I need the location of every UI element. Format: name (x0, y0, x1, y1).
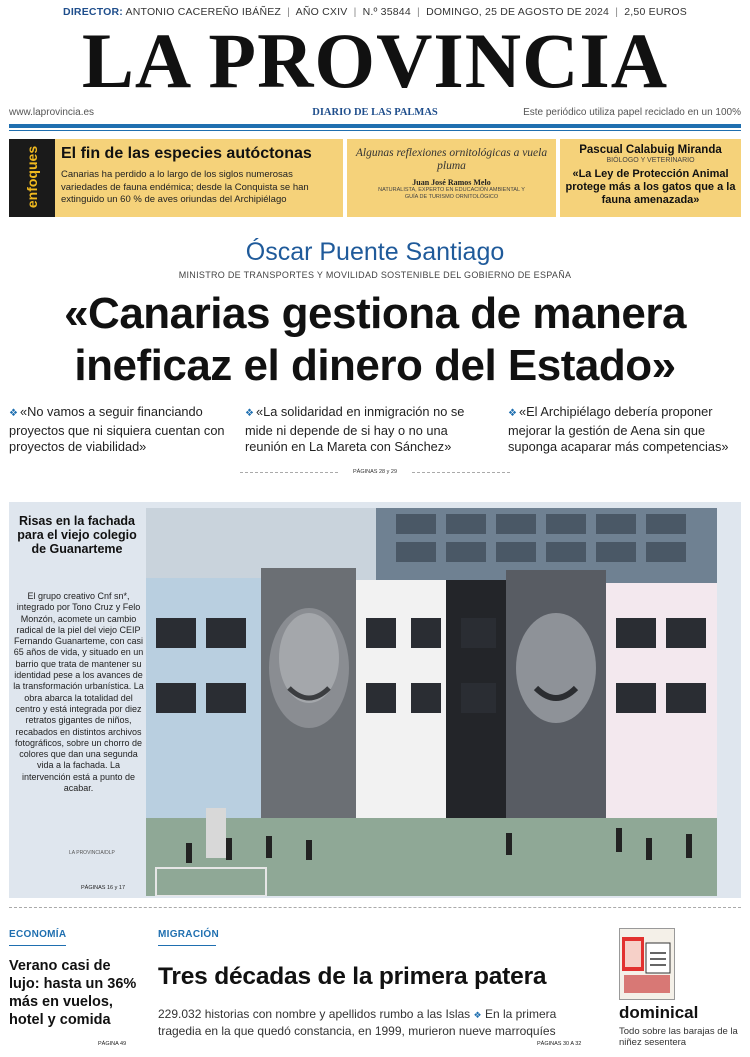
lead-pages: PÁGINAS 28 y 29 (352, 469, 398, 475)
feature-body: El grupo creativo Cnf sn*, integrado por Tono Cruz y Felo Monzón, acomete un cambio radical de la piel del viejo CEIP Fernando Guanarteme, con casi 65 años de vida, y situado en un barrio que trata de mantener su identidad pese a los avances de la transformación urbanística. La obra abarca la totalidad del centro y está integrada por diez retratos gigantes de niños, recabados en distintos archivos fotográficos, sobre un chorro de colores que dan una segunda vida a la fachada. La intervención está a punto de acabar. (13, 591, 144, 794)
website-link[interactable]: www.laprovincia.es (9, 107, 95, 118)
dominical-subtitle: Todo sobre las barajas de la niñez sesentera (619, 1026, 738, 1048)
diamond-icon: ❖ (245, 408, 254, 419)
year: AÑO CXIV (295, 6, 348, 18)
opinion-author: Juan José Ramos Melo (412, 178, 491, 187)
lead-headline-line-2: ineficaz el dinero del Estado» (74, 341, 676, 390)
diamond-icon: ❖ (9, 408, 18, 419)
enfoques-tab-label: enfoques (24, 145, 40, 209)
diamond-icon: ❖ (508, 408, 517, 419)
recycled-note: Este periódico utiliza papel reciclado en un 100% (523, 107, 741, 118)
dominical-cover-thumbnail[interactable] (619, 928, 675, 1000)
opinion-title: Algunas reflexiones ornitológicas a vuela pluma (355, 147, 548, 172)
enfoques-title: El fin de las especies autóctonas (61, 145, 312, 162)
top-info-line: DIRECTOR: ANTONIO CACEREÑO IBÁÑEZ | AÑO CXIV | N.º 35844 | DOMINGO, 25 DE AGOSTO DE 2024 | 2,50 EUROS (63, 6, 687, 18)
sub-header-bar (9, 107, 741, 121)
lead-quote-2: ❖ «La solidaridad en inmigración no se mide ni depende de si hay o no una reunión en La Mareta con Sánchez» (245, 404, 465, 454)
lead-person-name: Óscar Puente Santiago (245, 238, 505, 266)
lead-headline[interactable] (20, 288, 730, 392)
migracion-body: 229.032 historias con nombre y apellidos rumbo a las Islas ❖ En la primera tragedia en la que quedó constancia, en 1999, murieron nueve marroquíes (158, 1007, 557, 1038)
section-divider (9, 907, 741, 908)
header-rule-thin (9, 130, 741, 131)
migracion-underline (158, 945, 216, 946)
interview-box[interactable] (560, 139, 741, 217)
migracion-page: PÁGINAS 30 A 32 (537, 1041, 582, 1047)
migracion-section-label[interactable]: MIGRACIÓN (158, 929, 220, 940)
opinion-box[interactable] (347, 139, 556, 217)
economia-headline[interactable]: Verano casi de lujo: hasta un 36% más en vuelos, hotel y comida (9, 958, 137, 1028)
lead-quote-1: ❖ «No vamos a seguir financiando proyectos que ni siquiera cuentan con proyectos de viabilidad» (9, 404, 225, 454)
masthead: LA PROVINCIA (81, 17, 669, 104)
interview-quote: «La Ley de Protección Animal protege más a los gatos que a la fauna amenazada» (565, 168, 736, 206)
feature-title[interactable]: Risas en la fachada para el viejo colegio de Guanarteme (17, 514, 137, 556)
economia-underline (9, 945, 66, 946)
enfoques-tab (9, 139, 55, 217)
director-label: DIRECTOR: (63, 6, 123, 18)
lead-quotes (9, 404, 741, 464)
lead-headline-line-1: «Canarias gestiona de manera (64, 289, 686, 338)
lead-quote-3: ❖ «El Archipiélago debería proponer mejorar la gestión de Aena sin que suponga acaparar más competencias» (508, 404, 729, 454)
interviewee-name: Pascual Calabuig Miranda (579, 144, 722, 156)
diamond-icon: ❖ (473, 1010, 482, 1020)
enfoques-box[interactable] (9, 139, 343, 217)
date: DOMINGO, 25 DE AGOSTO DE 2024 (426, 6, 610, 18)
header-rule (9, 124, 741, 128)
interviewee-role: BIÓLOGO Y VETERINARIO (606, 157, 695, 164)
school-mural-photo[interactable] (146, 508, 717, 896)
director-name: ANTONIO CACEREÑO IBÁÑEZ (125, 6, 282, 18)
economia-section-label[interactable]: ECONOMÍA (9, 929, 67, 940)
feature-pages: PÁGINAS 16 y 17 (81, 885, 126, 891)
dominical-title[interactable]: dominical (619, 1003, 699, 1022)
photo-credit: LA PROVINCIA/DLP (69, 850, 115, 856)
price: 2,50 EUROS (624, 6, 687, 18)
issue-number: N.º 35844 (362, 6, 411, 18)
economia-page: PÁGINA 49 (98, 1041, 127, 1047)
lead-person-role: MINISTRO DE TRANSPORTES Y MOVILIDAD SOSTENIBLE DEL GOBIERNO DE ESPAÑA (178, 270, 572, 280)
paper-subtitle: DIARIO DE LAS PALMAS (312, 107, 438, 118)
enfoques-body: Canarias ha perdido a lo largo de los siglos numerosas variedades de fauna endémica; desde la Conquista se han extinguido un 60 % de aves oriundas del Archipiélago (61, 169, 309, 205)
migracion-headline[interactable]: Tres décadas de la primera patera (158, 963, 547, 990)
opinion-author-role: NATURALISTA, EXPERTO EN EDUCACIÓN AMBIENTAL Y GUÍA DE TURISMO ORNITOLÓGICO (378, 187, 525, 200)
